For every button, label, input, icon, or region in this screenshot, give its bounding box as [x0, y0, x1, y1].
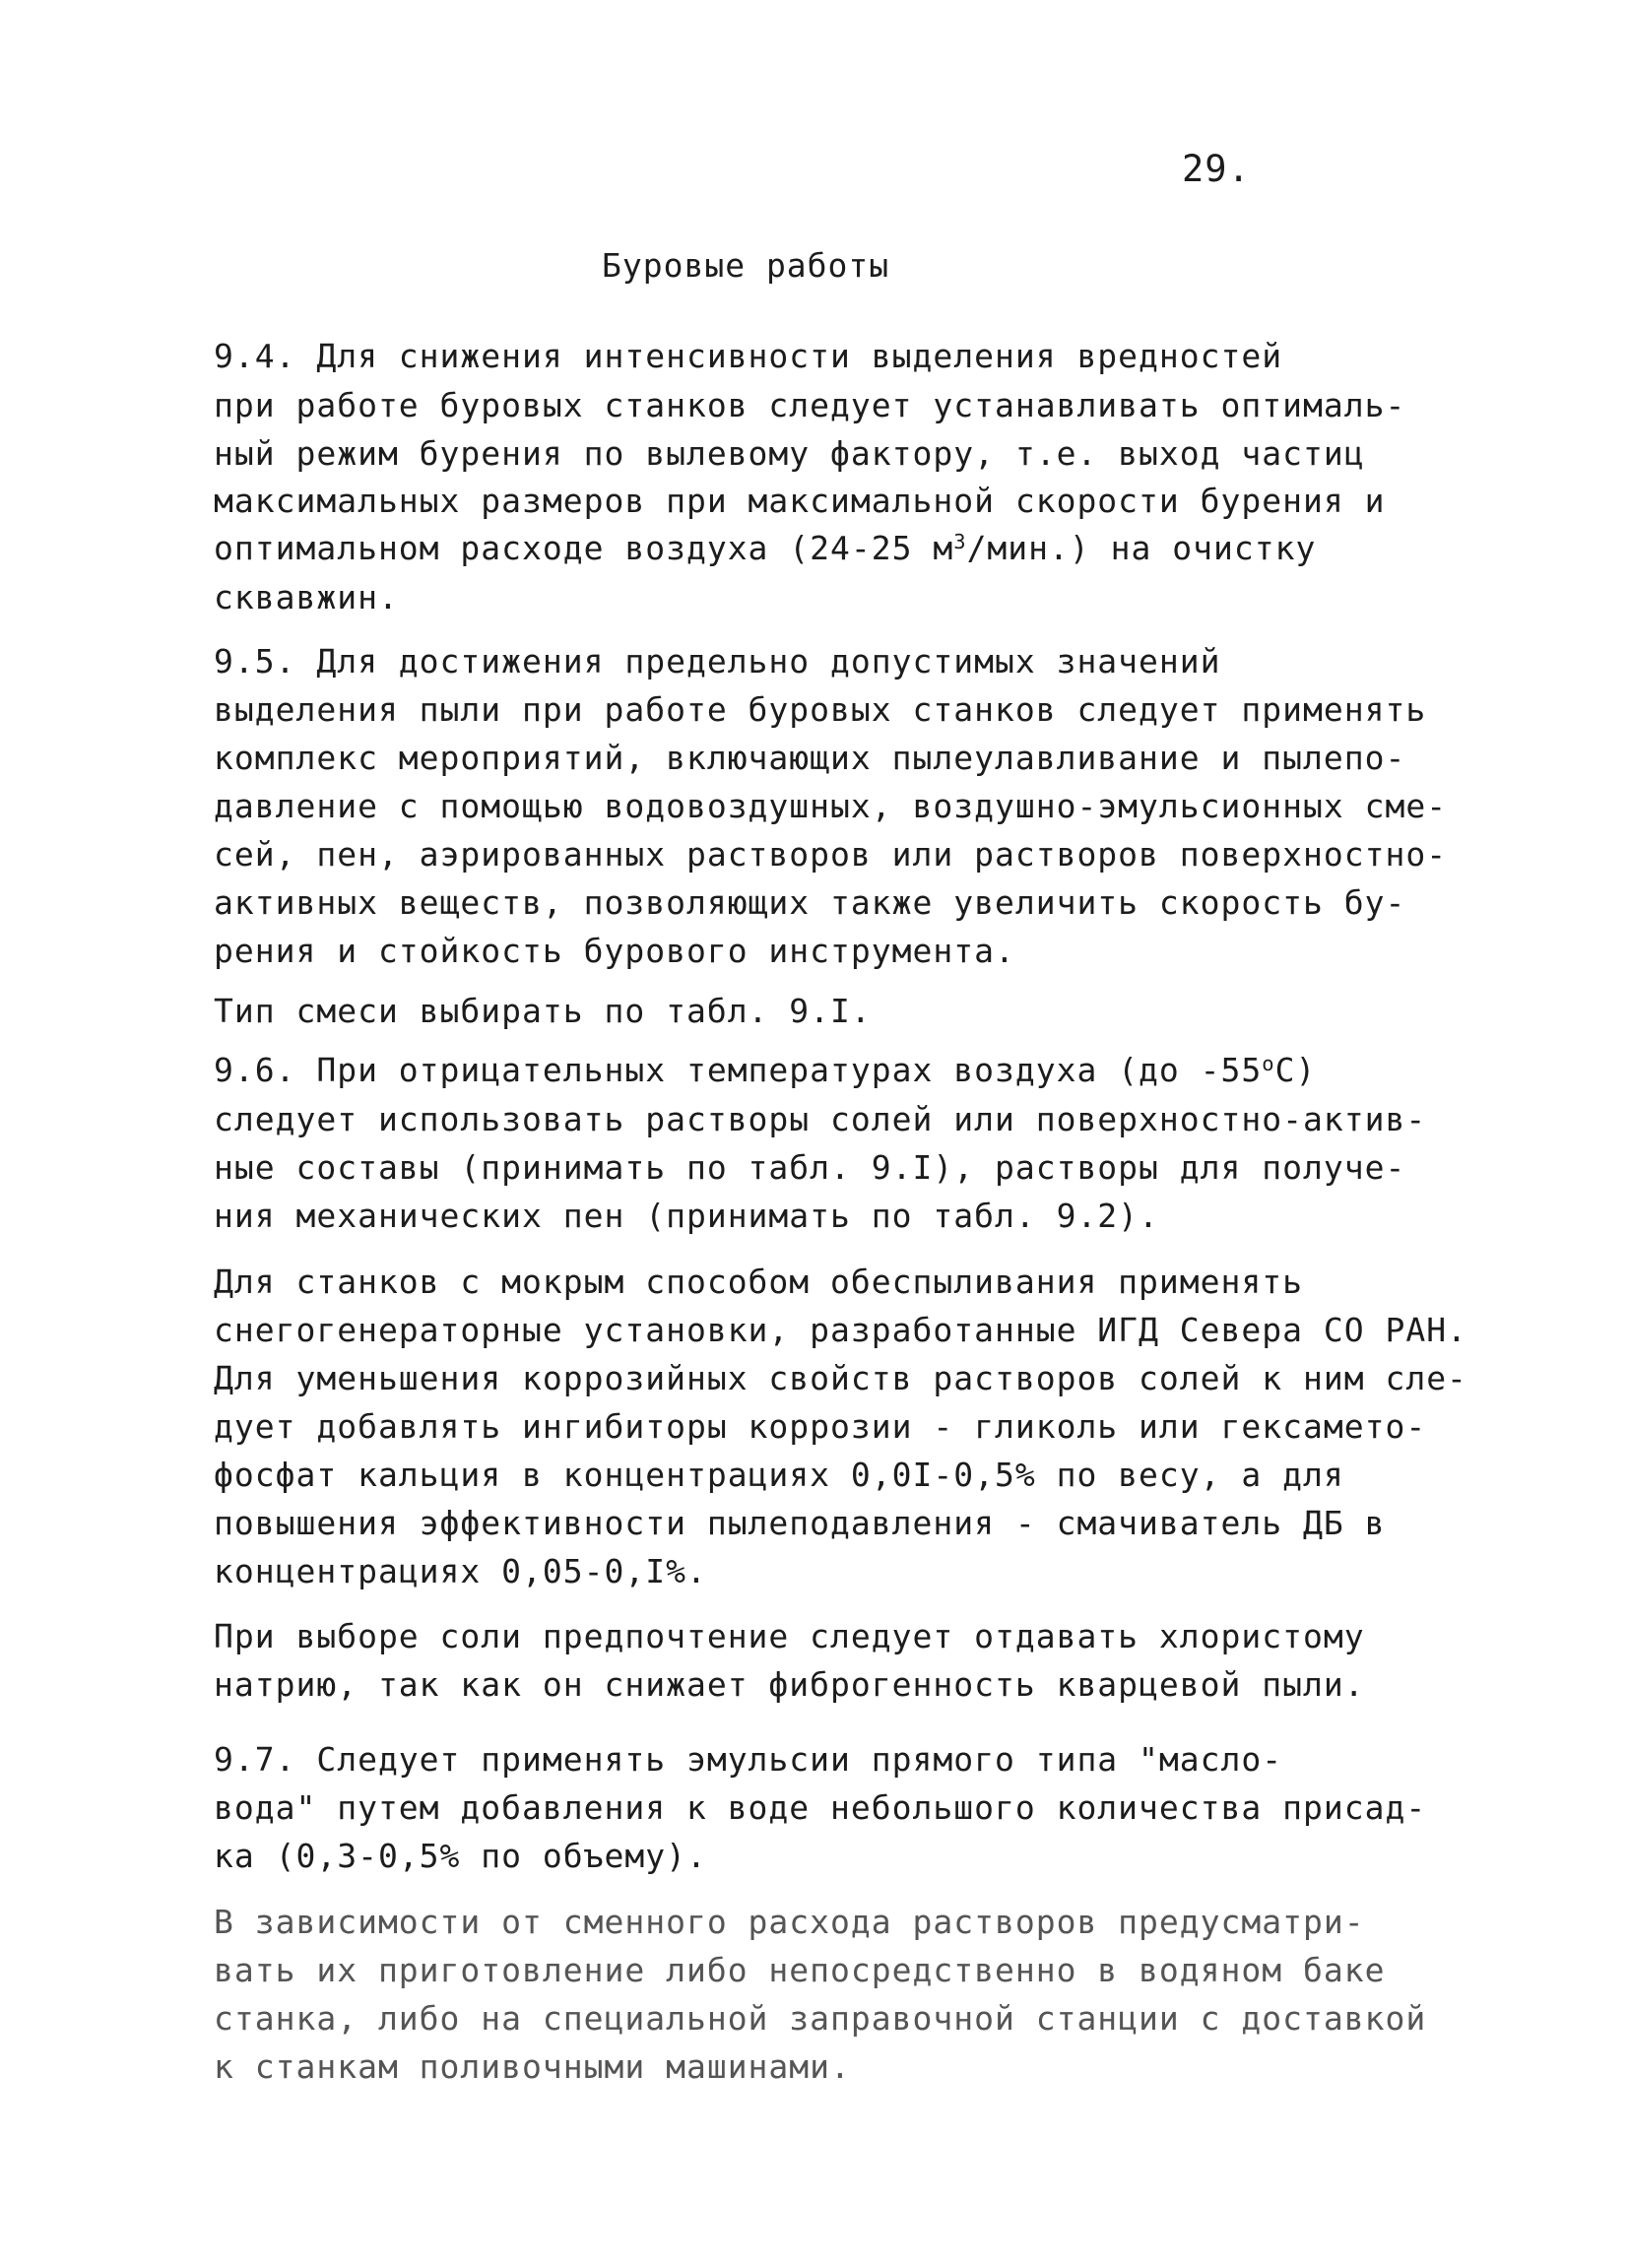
text-line: Для уменьшения коррозийных свойств растворов солей к ним сле- — [214, 1359, 1467, 1397]
text-line — [214, 1051, 1317, 1089]
text-line: максимальных размеров при максимальной скорости бурения и — [214, 482, 1386, 520]
text-line: активных веществ, позволяющих также увеличить скорость бу- — [214, 883, 1406, 922]
text-line: ные составы (принимать по табл. 9.I), растворы для получе- — [214, 1148, 1406, 1187]
text-line: 9.7. Следует применять эмульсии прямого типа "масло- — [214, 1740, 1283, 1779]
text-line: при работе буровых станков следует устанавливать оптималь- — [214, 386, 1406, 424]
text-segment: 9.6. При отрицательных температурах воздуха (до -55 — [214, 1051, 1263, 1089]
text-line: ка (0,3-0,5% по объему). — [214, 1837, 707, 1875]
page-number: 29. — [1182, 148, 1251, 190]
text-line: давление с помощью водовоздушных, воздушно-эмульсионных сме- — [214, 787, 1448, 825]
section-title: Буровые работы — [602, 246, 890, 285]
text-line: 9.4. Для снижения интенсивности выделения вредностей — [214, 337, 1283, 375]
text-line: При выборе соли предпочтение следует отдавать хлористому — [214, 1617, 1365, 1655]
text-line: сей, пен, аэрированных растворов или растворов поверхностно- — [214, 835, 1448, 874]
text-line — [214, 529, 1317, 567]
text-line: станка, либо на специальной заправочной станции с доставкой — [214, 1999, 1427, 2038]
superscript-degree: о — [1262, 1051, 1275, 1075]
text-line: дует добавлять ингибиторы коррозии - гликоль или гексамето- — [214, 1407, 1427, 1446]
text-segment: С) — [1274, 1051, 1317, 1089]
text-line: сквавжин. — [214, 578, 399, 616]
text-line: рения и стойкость бурового инструмента. — [214, 932, 1015, 970]
text-segment: оптимальном расходе воздуха (24-25 м — [214, 529, 954, 567]
text-segment: /мин.) на очистку — [966, 529, 1317, 567]
text-line: 9.5. Для достижения предельно допустимых значений — [214, 642, 1221, 680]
text-line: Для станков с мокрым способом обеспыливания применять — [214, 1263, 1303, 1301]
text-line: следует использовать растворы солей или поверхностно-актив- — [214, 1100, 1427, 1138]
superscript-3: 3 — [953, 529, 967, 553]
text-line: Тип смеси выбирать по табл. 9.I. — [214, 992, 872, 1030]
text-line: ный режим бурения по вылевому фактору, т.е. выход частиц — [214, 434, 1365, 473]
text-line: комплекс мероприятий, включающих пылеулавливание и пылепо- — [214, 739, 1406, 777]
text-line: повышения эффективности пылеподавления - смачиватель ДБ в — [214, 1504, 1386, 1542]
text-line: выделения пыли при работе буровых станков следует применять — [214, 690, 1427, 729]
text-line: снегогенераторные установки, разработанные ИГД Севера СО РАН. — [214, 1311, 1467, 1349]
text-line: фосфат кальция в концентрациях 0,0I-0,5% по весу, а для — [214, 1456, 1344, 1494]
text-line: к станкам поливочными машинами. — [214, 2047, 851, 2086]
text-line: натрию, так как он снижает фиброгенность кварцевой пыли. — [214, 1665, 1365, 1704]
text-line: ния механических пен (принимать по табл. 9.2). — [214, 1197, 1159, 1235]
text-line: вать их приготовление либо непосредственно в водяном баке — [214, 1951, 1386, 1989]
text-line: В зависимости от сменного расхода растворов предусматри- — [214, 1903, 1365, 1941]
text-line: концентрациях 0,05-0,I%. — [214, 1552, 707, 1590]
text-line: вода" путем добавления к воде небольшого количества присад- — [214, 1788, 1427, 1827]
